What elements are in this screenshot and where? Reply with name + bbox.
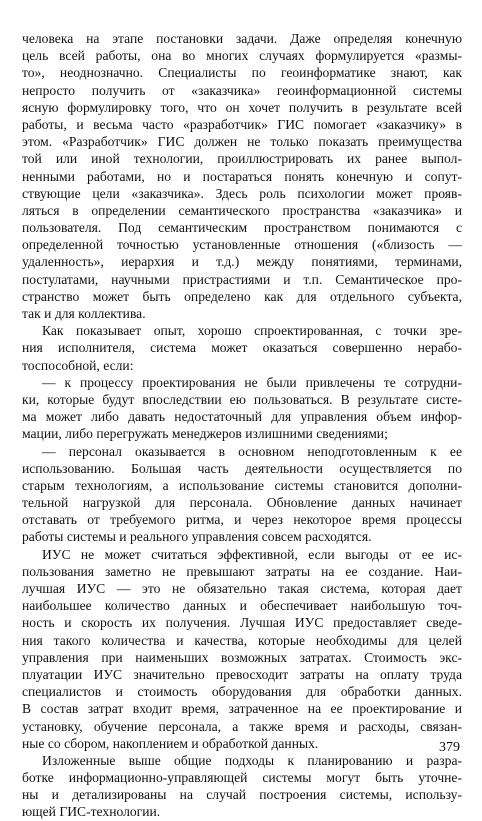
text-line: наибольшее количество данных и обеспечивает наибольшую точ-: [22, 598, 462, 614]
text-line: ненными работами, но и постараться понять конечную и сопут-: [22, 168, 462, 184]
text-line: тельной нагрузкой для персонала. Обновление данных начинает: [22, 495, 462, 511]
text-line: ясную формулировку того, что он хочет получить в результате всей: [22, 99, 462, 115]
paragraph: [22, 443, 462, 546]
text-line: той или иной технологии, проиллюстрировать их ранее выпол-: [22, 151, 462, 167]
text-line: ны и детализированы на случай построения системы, использу-: [22, 787, 462, 803]
paragraph: [22, 322, 462, 374]
text-line: то», неоднозначно. Специалисты по геоинформатике знают, как: [22, 65, 462, 81]
text-line: работы системы и реального управления совсем расходятся.: [22, 529, 372, 545]
text-line: удаленность», иерархия и т.д.) между понятиями, терминами,: [22, 254, 462, 270]
text-line: мации, либо перегружать менеджеров излишними сведениями;: [22, 426, 388, 442]
text-line: ния исполнителя, система может оказаться совершенно нерабо-: [22, 340, 462, 356]
text-line: ИУС не может считаться эффективной, если выгоды от ее ис-: [42, 546, 462, 562]
text-line: определенной точностью установленные отношения («близость —: [22, 237, 462, 253]
text-line: ляться в определении семантического пространства «заказчика» и: [22, 202, 462, 218]
text-line: пользователя. Под семантическим пространством понимаются с: [22, 220, 462, 236]
body-text: [22, 30, 462, 821]
page-number: 379: [439, 740, 460, 755]
text-line: управления при наименьших возможных затратах. Стоимость экс-: [22, 649, 462, 665]
text-line: ки, которые будут впоследствии ею пользоваться. В результате систе-: [22, 391, 462, 407]
text-line: отставать от требуемого ритма, и через некоторое время процессы: [22, 512, 462, 528]
text-line: цель всей работы, она во многих случаях формулируется «размы-: [22, 48, 462, 64]
text-line: постулатами, научными пристрастиями и т.п. Семантическое про-: [22, 271, 462, 287]
paragraph: [22, 546, 462, 752]
text-line: ния такого количества и качества, которые необходимы для целей: [22, 632, 462, 648]
text-line: ствующие цели «заказчика». Здесь роль психологии может прояв-: [22, 185, 462, 201]
text-line: Изложенные выше общие подходы к планированию и разра-: [42, 752, 462, 768]
paragraph: [22, 752, 462, 821]
text-line: ма может либо давать недостаточный для управления объем инфор-: [22, 409, 462, 425]
text-line: плуатации ИУС значительно превосходит затраты на оплату труда: [22, 666, 462, 682]
text-line: работы, и весьма часто «разработчик» ГИС помогает «заказчику» в: [22, 116, 462, 132]
text-line: непросто получить от «заказчика» геоинформационной системы: [22, 82, 462, 98]
text-line: ные со сбором, накоплением и обработкой данных.: [22, 735, 319, 751]
text-line: старым технологиям, а использование системы становится дополни-: [22, 477, 462, 493]
text-line: Как показывает опыт, хорошо спроектированная, с точки зре-: [42, 323, 462, 339]
paragraph: [22, 30, 462, 322]
text-line: использованию. Большая часть деятельности осуществляется по: [22, 460, 462, 476]
text-line: — к процессу проектирования не были привлечены те сотрудни-: [42, 374, 462, 390]
text-line: тоспособной, если:: [22, 357, 134, 373]
text-line: специалистов и стоимость оборудования для обработки данных.: [22, 684, 462, 700]
text-line: этом. «Разработчик» ГИС должен не только показать преимущества: [22, 134, 462, 150]
text-line: странство может быть определено как для отдельного субъекта,: [22, 288, 462, 304]
text-line: человека на этапе постановки задачи. Даже определяя конечную: [22, 31, 462, 46]
text-line: В состав затрат входит время, затраченное на ее проектирование и: [22, 701, 462, 717]
text-line: лучшая ИУС — это не обязательно такая система, которая дает: [22, 581, 462, 596]
text-line: ность и скорость их получения. Лучшая ИУС предоставляет сведе-: [22, 615, 462, 631]
text-line: установку, обучение персонала, а также время и расходы, связан-: [22, 718, 462, 734]
text-line: так и для коллектива.: [22, 306, 146, 321]
paragraph: [22, 374, 462, 443]
text-line: пользования заметно не превышают затраты на ее создание. Наи-: [22, 563, 462, 579]
text-line: ботке информационно-управляющей системы могут быть уточне-: [22, 770, 462, 786]
text-line: ющей ГИС-технологии.: [22, 804, 161, 820]
text-line: — персонал оказывается в основном неподготовленным к ее: [42, 443, 462, 459]
